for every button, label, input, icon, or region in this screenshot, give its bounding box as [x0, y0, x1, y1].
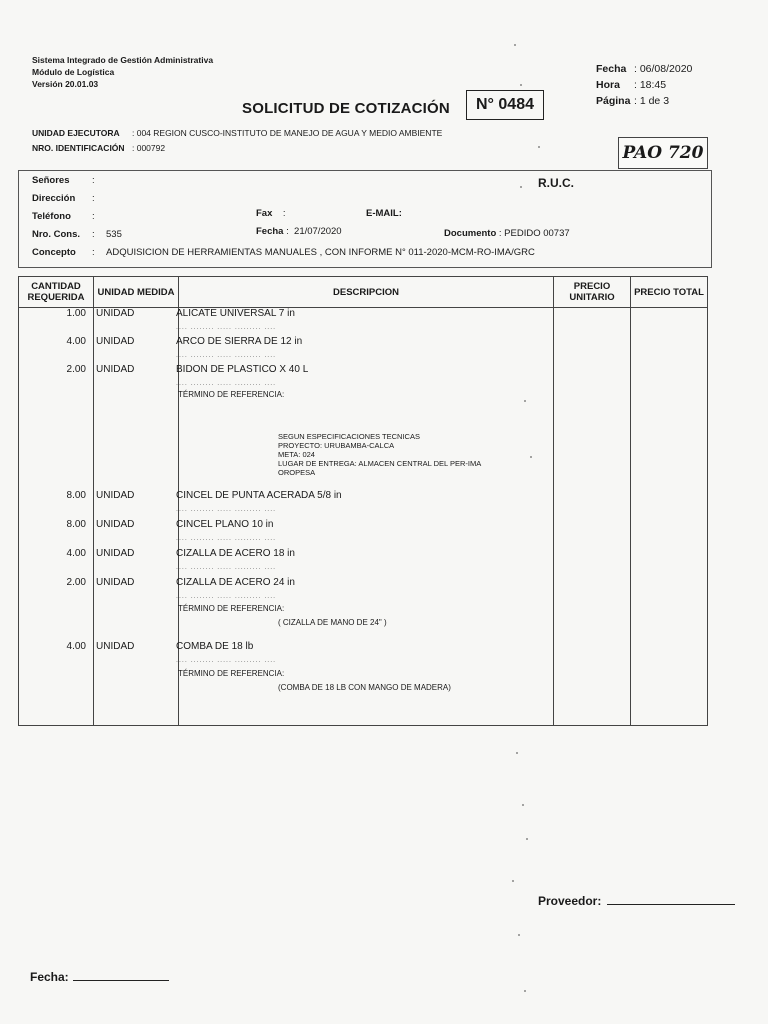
document-title: SOLICITUD DE COTIZACIÓN — [242, 100, 450, 117]
scan-speck — [530, 456, 532, 458]
fax-label: Fax — [256, 208, 273, 219]
header-descripcion: DESCRIPCION — [179, 277, 554, 308]
signature-line — [607, 892, 735, 905]
documento-field — [444, 228, 570, 239]
proveedor-label: Proveedor: — [538, 894, 602, 908]
meta-fecha-label: Fecha — [596, 63, 627, 75]
scan-speck — [520, 186, 522, 188]
termino-label: TÉRMINO DE REFERENCIA: — [178, 669, 285, 678]
item-unit: UNIDAD — [96, 308, 135, 319]
item-qty: 8.00 — [66, 519, 86, 530]
spec-cizalla: ( CIZALLA DE MANO DE 24" ) — [278, 618, 387, 627]
table-header-row — [19, 277, 708, 308]
scan-speck — [524, 400, 526, 402]
fecha-field: Fecha : 21/07/2020 — [256, 226, 342, 237]
divider: .... ........ ..... ......... .... — [176, 380, 277, 387]
item-qty: 1.00 — [66, 308, 86, 319]
spec-line: LUGAR DE ENTREGA: ALMACEN CENTRAL DEL PER-IMA — [278, 459, 482, 468]
item-desc: CINCEL DE PUNTA ACERADA 5/8 in — [176, 490, 342, 501]
fecha-value: 21/07/2020 — [294, 226, 342, 237]
header-precio-total: PRECIO TOTAL — [631, 277, 708, 308]
fecha-label: Fecha — [256, 226, 284, 237]
email-label: E-MAIL: — [366, 208, 402, 219]
unidad-section — [32, 126, 442, 156]
termino-label: TÉRMINO DE REFERENCIA: — [178, 604, 285, 613]
divider: .... ........ ..... ......... .... — [176, 535, 277, 542]
identificacion-value: : 000792 — [132, 143, 166, 153]
divider: .... ........ ..... ......... .... — [176, 593, 277, 600]
telefono-label: Teléfono — [32, 211, 71, 222]
item-desc: ALICATE UNIVERSAL 7 in — [176, 308, 295, 319]
scan-speck — [524, 990, 526, 992]
item-qty: 4.00 — [66, 336, 86, 347]
item-desc: CIZALLA DE ACERO 18 in — [176, 548, 295, 559]
scan-speck — [514, 44, 516, 46]
item-unit: UNIDAD — [96, 519, 135, 530]
date-line — [73, 968, 169, 981]
nrocons-label: Nro. Cons. — [32, 229, 81, 240]
divider: .... ........ ..... ......... .... — [176, 324, 277, 331]
nrocons-value: 535 — [106, 229, 122, 240]
document-number: N° 0484 — [466, 90, 544, 120]
documento-label: Documento — [444, 228, 497, 239]
item-desc: COMBA DE 18 lb — [176, 641, 254, 652]
item-unit: UNIDAD — [96, 490, 135, 501]
system-info — [32, 54, 213, 90]
item-unit: UNIDAD — [96, 336, 135, 347]
documento-value: : PEDIDO 00737 — [498, 228, 570, 239]
scan-speck — [526, 838, 528, 840]
meta-hora-value: : 18:45 — [634, 79, 667, 91]
header-precio-unitario: PRECIO UNITARIO — [554, 277, 631, 308]
meta-hora-label: Hora — [596, 79, 620, 91]
spec-line: OROPESA — [278, 468, 316, 477]
unidad-ejecutora-value: : 004 REGION CUSCO-INSTITUTO DE MANEJO DE AGUA Y MEDIO AMBIENTE — [132, 128, 443, 138]
item-qty: 2.00 — [66, 364, 86, 375]
divider: .... ........ ..... ......... .... — [176, 564, 277, 571]
spec-comba: (COMBA DE 18 LB CON MANGO DE MADERA) — [278, 683, 451, 692]
document-meta — [596, 61, 692, 109]
item-desc: ARCO DE SIERRA DE 12 in — [176, 336, 303, 347]
ruc-label: R.U.C. — [538, 176, 574, 190]
spec-line: PROYECTO: URUBAMBA-CALCA — [278, 441, 395, 450]
scan-speck — [518, 934, 520, 936]
spec-block — [278, 432, 481, 477]
spec-line: SEGUN ESPECIFICACIONES TECNICAS — [278, 432, 420, 441]
divider: .... ........ ..... ......... .... — [176, 657, 277, 664]
item-qty: 2.00 — [66, 577, 86, 588]
spec-line: META: 024 — [278, 450, 315, 459]
system-name: Sistema Integrado de Gestión Administrativa — [32, 55, 214, 65]
footer-fecha-label: Fecha: — [30, 970, 69, 984]
scan-speck — [522, 804, 524, 806]
concepto-label: Concepto — [32, 247, 76, 258]
item-unit: UNIDAD — [96, 641, 135, 652]
handwritten-annotation: PAO 720 — [618, 137, 708, 169]
proveedor-signature — [538, 892, 735, 908]
fax-field: Fax : — [256, 208, 286, 219]
scan-speck — [516, 752, 518, 754]
divider: .... ........ ..... ......... .... — [176, 506, 277, 513]
scan-speck — [538, 146, 540, 148]
footer-fecha — [30, 968, 169, 984]
item-unit: UNIDAD — [96, 548, 135, 559]
item-qty: 8.00 — [66, 490, 86, 501]
scan-speck — [520, 84, 522, 86]
termino-label: TÉRMINO DE REFERENCIA: — [178, 390, 285, 399]
item-desc: CIZALLA DE ACERO 24 in — [176, 577, 295, 588]
direccion-label: Dirección — [32, 193, 76, 204]
item-qty: 4.00 — [66, 641, 86, 652]
version: Versión 20.01.03 — [32, 79, 99, 89]
item-desc: BIDON DE PLASTICO X 40 L — [176, 364, 309, 375]
item-unit: UNIDAD — [96, 364, 135, 375]
item-qty: 4.00 — [66, 548, 86, 559]
header-unidad: UNIDAD MEDIDA — [94, 277, 179, 308]
header-cantidad: CANTIDAD REQUERIDA — [19, 277, 94, 308]
module-name: Módulo de Logística — [32, 67, 115, 77]
concepto-value: ADQUISICION DE HERRAMIENTAS MANUALES , CON INFORME N° 011-2020-MCM-RO-IMA/GRC — [106, 247, 535, 258]
identificacion-label: NRO. IDENTIFICACIÓN — [32, 143, 125, 153]
unidad-ejecutora-label: UNIDAD EJECUTORA — [32, 128, 120, 138]
meta-pagina-label: Página — [596, 95, 631, 107]
meta-pagina-value: : 1 de 3 — [634, 95, 670, 107]
meta-fecha-value: : 06/08/2020 — [634, 63, 693, 75]
item-desc: CINCEL PLANO 10 in — [176, 519, 274, 530]
scan-speck — [512, 880, 514, 882]
item-unit: UNIDAD — [96, 577, 135, 588]
senores-label: Señores — [32, 175, 70, 186]
divider: .... ........ ..... ......... .... — [176, 352, 277, 359]
supplier-info: Señores : Dirección : Teléfono : Nro. Cons. : 535 Concepto : ADQUISICION DE HERRAMIENTAS MANUALES , CON INFORME N° 011-2020-MCM-RO-IMA/GRC — [32, 172, 535, 262]
